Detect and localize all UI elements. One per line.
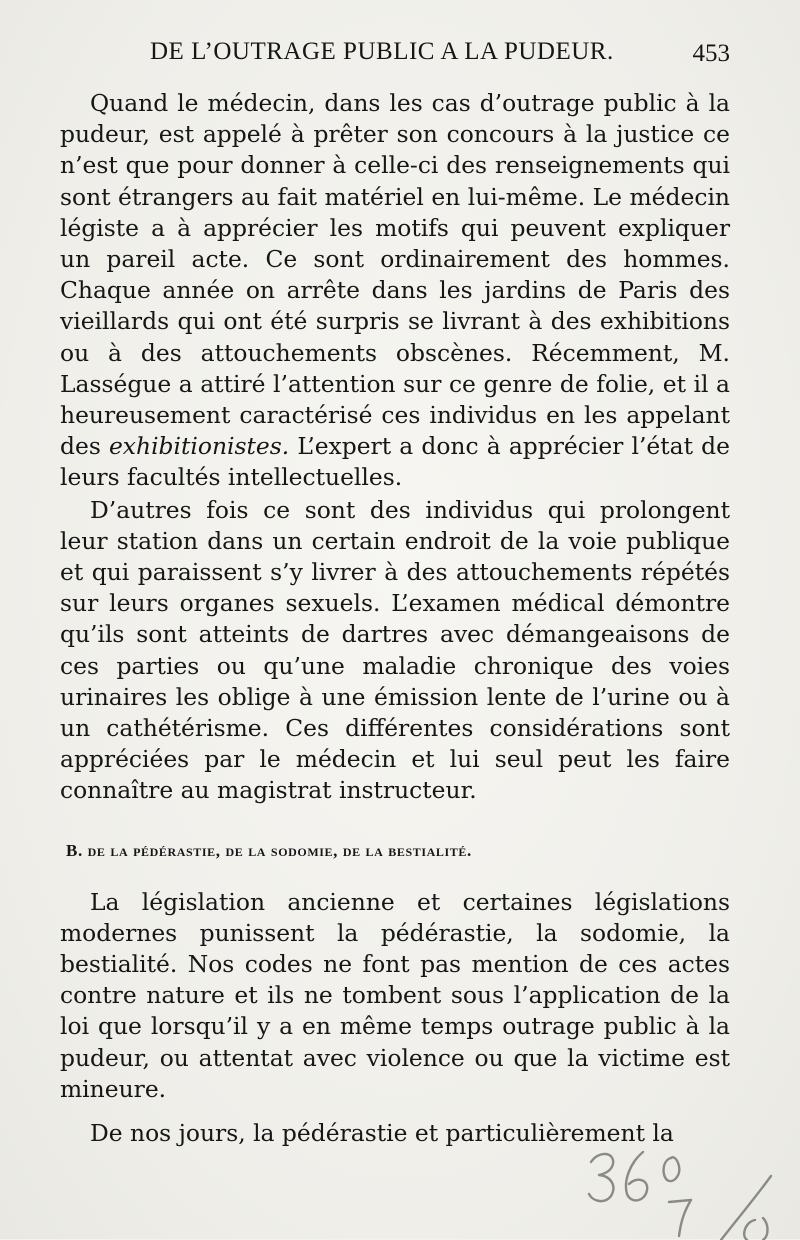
section-title: de la pédérastie, de la sodomie, de la bestialité. [87,840,472,860]
handwritten-pencil-note [585,1140,795,1240]
paragraph-1-italic-term: exhibitionistes. [108,432,290,461]
body-text [60,88,730,1149]
section-heading [60,840,730,862]
paragraph-4: De nos jours, la pédérastie et particulièrement la [90,1119,674,1148]
paragraph-1-text-continued: L’expert a donc à apprécier l’état de leurs facultés intellectuelles. [60,432,730,492]
paragraph-1-text: Quand le médecin, dans les cas d’outrage public à la pudeur, est appelé à prêter son concours à la justice ce n’est que pour donner à celle-ci des renseignements qui sont étrangers au fait matériel en lui-même. Le médecin légiste a à apprécier les motifs qui peuvent expliquer un pareil acte. Ce sont ordinairement des hommes. Chaque année on arrête dans les jardins de Paris des vieillards qui ont été surpris se livrant à des exhibitions ou à des attouchements obscènes. Récemment, M. Lasségue a attiré l’attention sur ce genre de folie, et il a heureusement caractérisé ces individus en les appelant des [60,89,730,461]
page-number: 453 [692,40,730,67]
paragraph-1 [60,88,730,494]
paragraph-2: D’autres fois ce sont des individus qui prolongent leur station dans un certain endroit de la voie publique et qui paraissent s’y livrer à des attouchements répétés sur leurs organes sexuels. L’examen médical démontre qu’ils sont atteints de dartres avec démangeaisons de ces parties ou qu’une maladie chronique des voies urinaires les oblige à une émission lente de l’urine ou à un cathétérisme. Ces différentes considérations sont appréciées par le médecin et lui seul peut les faire connaître au magistrat instructeur. [60,495,730,805]
running-title: DE L’OUTRAGE PUBLIC A LA PUDEUR. [150,38,614,65]
page-header [60,38,730,78]
paragraph-3: La législation ancienne et certaines législations modernes punissent la pédérastie, la sodomie, la bestialité. Nos codes ne font pas mention de ces actes contre nature et ils ne tombent sous l’application de la loi que lorsqu’il y a en même temps outrage public à la pudeur, ou attentat avec violence ou que la victime est mineure. [60,887,730,1103]
section-letter: B. [66,840,83,860]
